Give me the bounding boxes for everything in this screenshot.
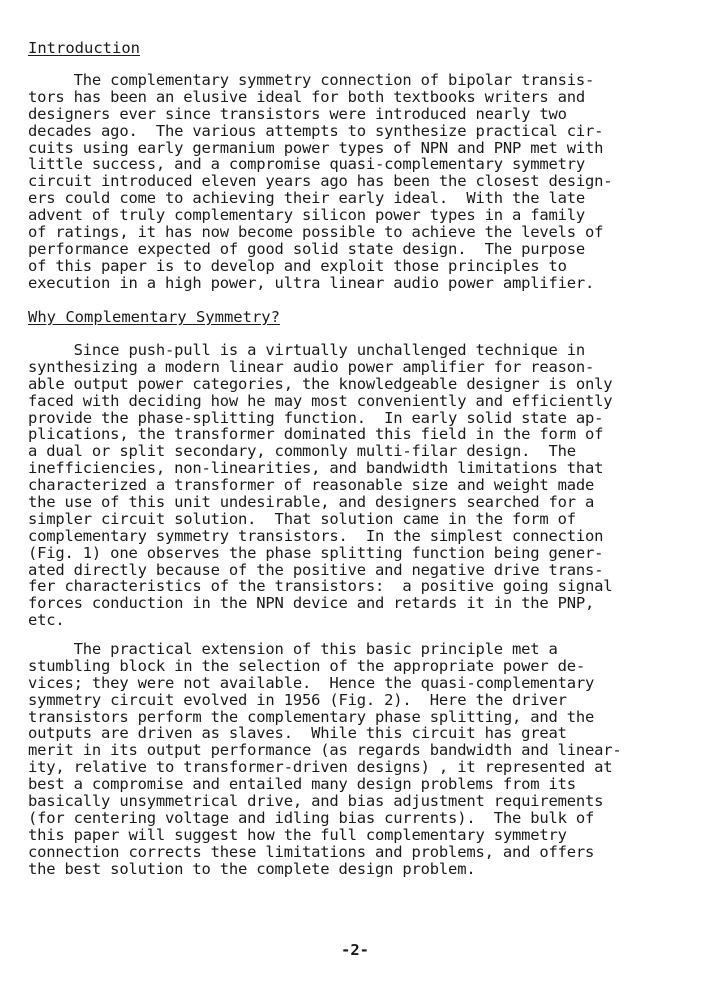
text-line: ers could come to achieving their early ideal. With the late [28, 189, 586, 208]
heading-why-complementary-symmetry: Why Complementary Symmetry? [28, 308, 280, 326]
text-line: symmetry circuit evolved in 1956 (Fig. 2). Here the driver [28, 690, 567, 709]
text-line: merit in its output performance (as regards bandwidth and linear- [28, 741, 622, 760]
text-line: simpler circuit solution. That solution came in the form of [28, 509, 576, 528]
text-line: (Fig. 1) one observes the phase splitting function being gener- [28, 543, 604, 562]
text-line: execution in a high power, ultra linear audio power amplifier. [28, 273, 595, 292]
text-line: complementary symmetry transistors. In the simplest connection [28, 526, 604, 545]
text-line: The complementary symmetry connection of bipolar transis- [28, 71, 595, 89]
text-line: the best solution to the complete design problem. [28, 859, 476, 878]
text-line: provide the phase-splitting function. In early solid state ap- [28, 408, 604, 427]
text-line: characterized a transformer of reasonable size and weight made [28, 476, 595, 495]
text-line: little success, and a compromise quasi-complementary symmetry [28, 155, 586, 174]
text-line: Since push-pull is a virtually unchallenged technique in [28, 341, 586, 359]
text-line: ity, relative to transformer-driven designs) , it represented at [28, 758, 613, 777]
text-line: ated directly because of the positive and negative drive trans- [28, 560, 604, 579]
text-line: a dual or split secondary, commonly multi-filar design. The [28, 442, 576, 461]
text-line: best a compromise and entailed many design problems from its [28, 775, 576, 794]
text-line: faced with deciding how he may most conveniently and efficiently [28, 391, 613, 410]
text-line: stumbling block in the selection of the appropriate power de- [28, 656, 586, 675]
text-line: able output power categories, the knowledgeable designer is only [28, 374, 613, 393]
text-line: inefficiencies, non-linearities, and bandwidth limitations that [28, 459, 604, 478]
text-line: transistors perform the complementary phase splitting, and the [28, 707, 595, 726]
text-line: etc. [28, 611, 65, 630]
text-line: forces conduction in the NPN device and retards it in the PNP, [28, 594, 595, 613]
text-line: designers ever since transistors were introduced nearly two [28, 104, 567, 123]
text-line: this paper will suggest how the full complementary symmetry [28, 825, 567, 844]
text-line: decades ago. The various attempts to synthesize practical cir- [28, 121, 604, 140]
text-line: of ratings, it has now become possible to achieve the levels of [28, 223, 604, 242]
text-line: (for centering voltage and idling bias currents). The bulk of [28, 808, 595, 827]
heading-introduction: Introduction [28, 39, 140, 57]
text-line: circuit introduced eleven years ago has been the closest design- [28, 172, 613, 191]
text-line: outputs are driven as slaves. While this circuit has great [28, 724, 567, 743]
text-line: advent of truly complementary silicon power types in a family [28, 206, 586, 225]
text-line: basically unsymmetrical drive, and bias adjustment requirements [28, 792, 604, 811]
text-line: performance expected of good solid state design. The purpose [28, 239, 586, 258]
text-line: cuits using early germanium power types of NPN and PNP met with [28, 138, 604, 157]
text-line: synthesizing a modern linear audio power amplifier for reason- [28, 357, 595, 376]
paragraph-practical-extension [28, 641, 688, 877]
text-line: of this paper is to develop and exploit those principles to [28, 256, 567, 275]
text-line: plications, the transformer dominated this field in the form of [28, 425, 604, 444]
paragraph-why-complementary [28, 342, 688, 629]
text-line: tors has been an elusive ideal for both textbooks writers and [28, 87, 586, 106]
paragraph-introduction [28, 72, 688, 292]
text-line: the use of this unit undesirable, and designers searched for a [28, 493, 595, 512]
text-line: The practical extension of this basic principle met a [28, 640, 558, 658]
text-line: connection corrects these limitations and problems, and offers [28, 842, 595, 861]
text-line: vices; they were not available. Hence the quasi-complementary [28, 673, 595, 692]
text-line: fer characteristics of the transistors: a positive going signal [28, 577, 613, 596]
page-number: -2- [341, 941, 369, 959]
